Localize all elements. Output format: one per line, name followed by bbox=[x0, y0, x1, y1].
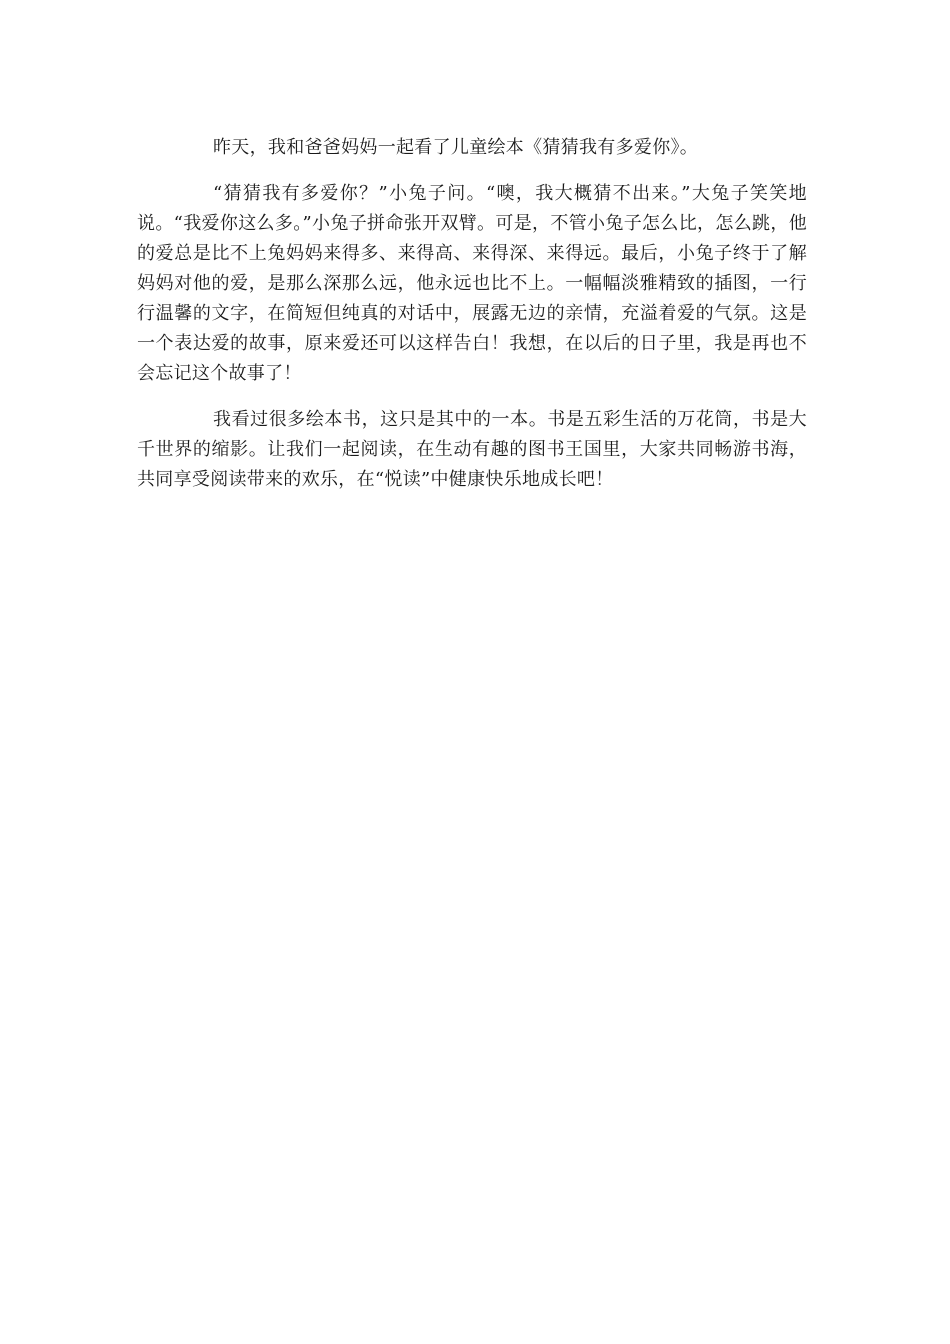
paragraph-intro: 昨天，我和爸爸妈妈一起看了儿童绘本《猜猜我有多爱你》。 bbox=[213, 137, 699, 158]
paragraph-conclusion: 我看过很多绘本书，这只是其中的一本。书是五彩生活的万花筒，书是大千世界的缩影。让我们一起阅读，在生动有趣的图书王国里，大家共同畅游书海，共同享受阅读带来的欢乐，在“悦读”中健康快乐地成长吧！ bbox=[137, 409, 807, 490]
document-body bbox=[137, 133, 807, 495]
paragraph-story: “猜猜我有多爱你？”小兔子问。“噢，我大概猜不出来。”大兔子笑笑地说。“我爱你这么多。”小兔子拼命张开双臂。可是，不管小兔子怎么比，怎么跳，他的爱总是比不上兔妈妈来得多、来得高、来得深、来得远。最后，小兔子终于了解妈妈对他的爱，是那么深那么远，他永远也比不上。一幅幅淡雅精致的插图，一行行温馨的文字，在简短但纯真的对话中，展露无边的亲情，充溢着爱的气氛。这是一个表达爱的故事，原来爱还可以这样告白！我想，在以后的日子里，我是再也不会忘记这个故事了！ bbox=[137, 183, 807, 384]
